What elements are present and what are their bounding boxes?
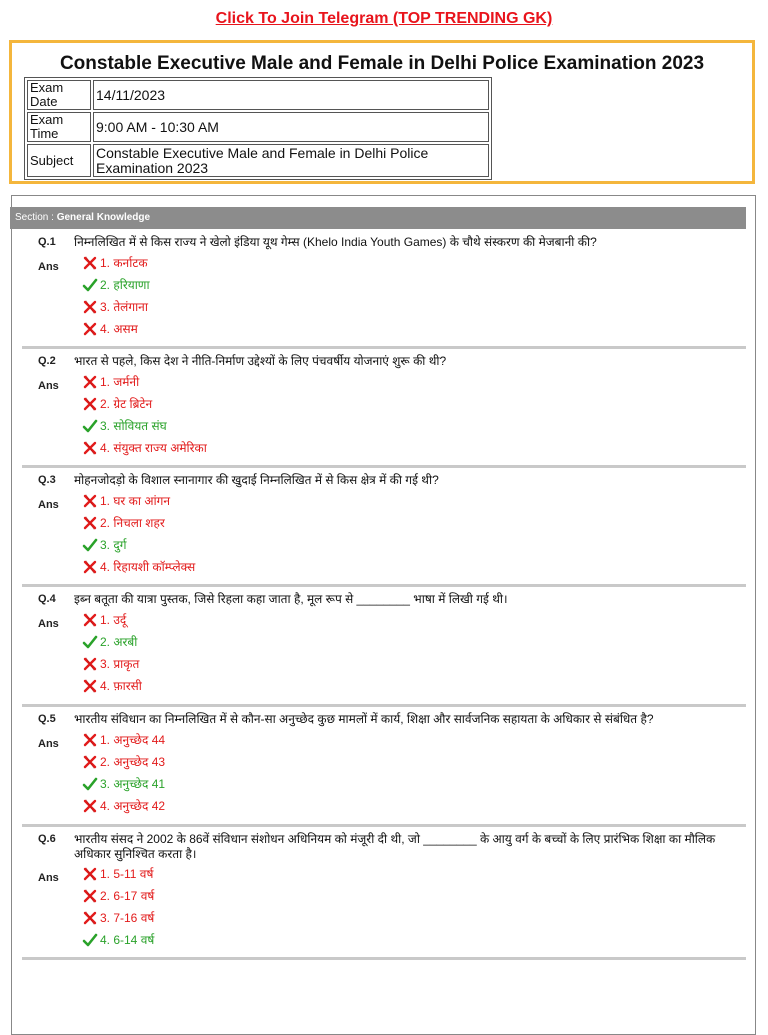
question-number: Q.5	[38, 713, 56, 725]
option-4[interactable]	[82, 931, 154, 949]
check-icon	[82, 776, 98, 792]
section-prefix: Section :	[15, 212, 57, 223]
option-text: 4. 6-14 वर्ष	[100, 933, 155, 947]
option-2[interactable]	[82, 276, 150, 294]
option-4[interactable]	[82, 439, 207, 457]
option-text: 3. सोवियत संघ	[100, 419, 167, 433]
question-number: Q.2	[38, 355, 56, 367]
cross-icon	[82, 910, 98, 926]
cross-icon	[82, 559, 98, 575]
option-3[interactable]	[82, 298, 148, 316]
check-icon	[82, 537, 98, 553]
question-text: भारत से पहले, किस देश ने नीति-निर्माण उद्देश्यों के लिए पंचवर्षीय योजनाएं शुरू की थी?	[74, 354, 447, 368]
option-text: 4. संयुक्त राज्य अमेरिका	[100, 441, 207, 455]
check-icon	[82, 277, 98, 293]
cross-icon	[82, 440, 98, 456]
section-name: General Knowledge	[56, 212, 151, 223]
option-text: 2. निचला शहर	[100, 516, 165, 530]
option-text: 1. जर्मनी	[100, 375, 140, 389]
exam-info-table	[24, 77, 492, 180]
cross-icon	[82, 678, 98, 694]
option-1[interactable]	[82, 611, 126, 629]
option-text: 2. अरबी	[100, 635, 138, 649]
question-number: Q.4	[38, 593, 56, 605]
cross-icon	[82, 754, 98, 770]
option-3[interactable]	[82, 417, 167, 435]
exam-header-box	[9, 40, 755, 184]
option-text: 1. 5-11 वर्ष	[100, 867, 154, 881]
option-text: 3. प्राकृत	[100, 657, 140, 671]
cross-icon	[82, 612, 98, 628]
exam-title: Constable Executive Male and Female in Delhi Police Examination 2023	[59, 53, 705, 74]
question-block	[22, 468, 746, 587]
section-bar	[10, 207, 746, 229]
cross-icon	[82, 321, 98, 337]
question-number: Q.1	[38, 236, 56, 248]
cross-icon	[82, 888, 98, 904]
answer-label: Ans	[38, 618, 59, 630]
option-1[interactable]	[82, 731, 165, 749]
option-text: 1. उर्दू	[100, 613, 127, 627]
cross-icon	[82, 299, 98, 315]
option-text: 2. अनुच्छेद 43	[100, 755, 166, 769]
option-text: 1. अनुच्छेद 44	[100, 733, 166, 747]
exam-time-value: 9:00 AM - 10:30 AM	[93, 112, 489, 142]
option-text: 3. दुर्ग	[100, 538, 127, 552]
option-4[interactable]	[82, 797, 165, 815]
option-text: 4. असम	[100, 322, 138, 336]
question-text: निम्नलिखित में से किस राज्य ने खेलो इंडिया यूथ गेम्स (Khelo India Youth Games) के चौथे संस्करण की मेजबानी की?	[74, 235, 597, 249]
cross-icon	[82, 515, 98, 531]
cross-icon	[82, 374, 98, 390]
option-3[interactable]	[82, 775, 165, 793]
question-text: भारतीय संविधान का निम्नलिखित में से कौन-सा अनुच्छेद कुछ मामलों में कार्य, शिक्षा और सार्वजनिक सहायता के अधिकार से संबंधित है?	[74, 712, 654, 726]
cross-icon	[82, 656, 98, 672]
answer-label: Ans	[38, 872, 59, 884]
answer-label: Ans	[38, 499, 59, 511]
question-number: Q.6	[38, 833, 56, 845]
option-1[interactable]	[82, 492, 170, 510]
option-text: 2. हरियाणा	[100, 278, 150, 292]
option-text: 4. फ़ारसी	[100, 679, 142, 693]
answer-label: Ans	[38, 380, 59, 392]
answer-label: Ans	[38, 738, 59, 750]
cross-icon	[82, 798, 98, 814]
option-4[interactable]	[82, 320, 138, 338]
question-block	[22, 587, 746, 707]
option-4[interactable]	[82, 677, 142, 695]
cross-icon	[82, 396, 98, 412]
option-2[interactable]	[82, 395, 152, 413]
option-text: 2. 6-17 वर्ष	[100, 889, 155, 903]
option-text: 4. रिहायशी कॉम्प्लेक्स	[100, 560, 196, 574]
question-block	[22, 707, 746, 827]
option-2[interactable]	[82, 753, 165, 771]
question-text: भारतीय संसद ने 2002 के 86वें संविधान संशोधन अधिनियम को मंजूरी दी थी, जो ________ के आयु वर्ग के बच्चों के लिए प्रारंभिक शिक्षा का मौलिक अधिकार सुनिश्चित करता है।	[74, 832, 716, 861]
option-1[interactable]	[82, 254, 148, 272]
exam-date-label: Exam Date	[27, 80, 91, 110]
question-text: इब्न बतूता की यात्रा पुस्तक, जिसे रिहला कहा जाता है, मूल रूप से ________ भाषा में लिखी गई थी।	[74, 592, 508, 606]
option-text: 1. कर्नाटक	[100, 256, 148, 270]
exam-time-label: Exam Time	[27, 112, 91, 142]
question-number: Q.3	[38, 474, 56, 486]
cross-icon	[82, 493, 98, 509]
subject-value: Constable Executive Male and Female in Delhi Police Examination 2023	[93, 144, 489, 177]
option-3[interactable]	[82, 655, 139, 673]
option-1[interactable]	[82, 373, 139, 391]
question-block	[22, 827, 746, 960]
option-1[interactable]	[82, 865, 153, 883]
cross-icon	[82, 732, 98, 748]
check-icon	[82, 634, 98, 650]
option-2[interactable]	[82, 633, 137, 651]
subject-row	[27, 144, 489, 177]
subject-label: Subject	[27, 144, 91, 177]
check-icon	[82, 932, 98, 948]
option-text: 3. 7-16 वर्ष	[100, 911, 155, 925]
check-icon	[82, 418, 98, 434]
answer-label: Ans	[38, 261, 59, 273]
option-3[interactable]	[82, 909, 154, 927]
option-text: 3. तेलंगाना	[100, 300, 148, 314]
option-2[interactable]	[82, 887, 154, 905]
question-block	[22, 349, 746, 468]
option-text: 1. घर का आंगन	[100, 494, 171, 508]
exam-time-row	[27, 112, 489, 142]
option-text: 3. अनुच्छेद 41	[100, 777, 166, 791]
option-2[interactable]	[82, 514, 165, 532]
telegram-join-link[interactable]: Click To Join Telegram (TOP TRENDING GK)	[215, 10, 553, 27]
question-text: मोहनजोदड़ो के विशाल स्नानागार की खुदाई निम्नलिखित में से किस क्षेत्र में की गई थी?	[74, 473, 439, 487]
option-text: 2. ग्रेट ब्रिटेन	[100, 397, 153, 411]
exam-date-value: 14/11/2023	[93, 80, 489, 110]
option-4[interactable]	[82, 558, 195, 576]
exam-date-row	[27, 80, 489, 110]
cross-icon	[82, 866, 98, 882]
option-text: 4. अनुच्छेद 42	[100, 799, 166, 813]
cross-icon	[82, 255, 98, 271]
question-block	[22, 230, 746, 349]
option-3[interactable]	[82, 536, 126, 554]
